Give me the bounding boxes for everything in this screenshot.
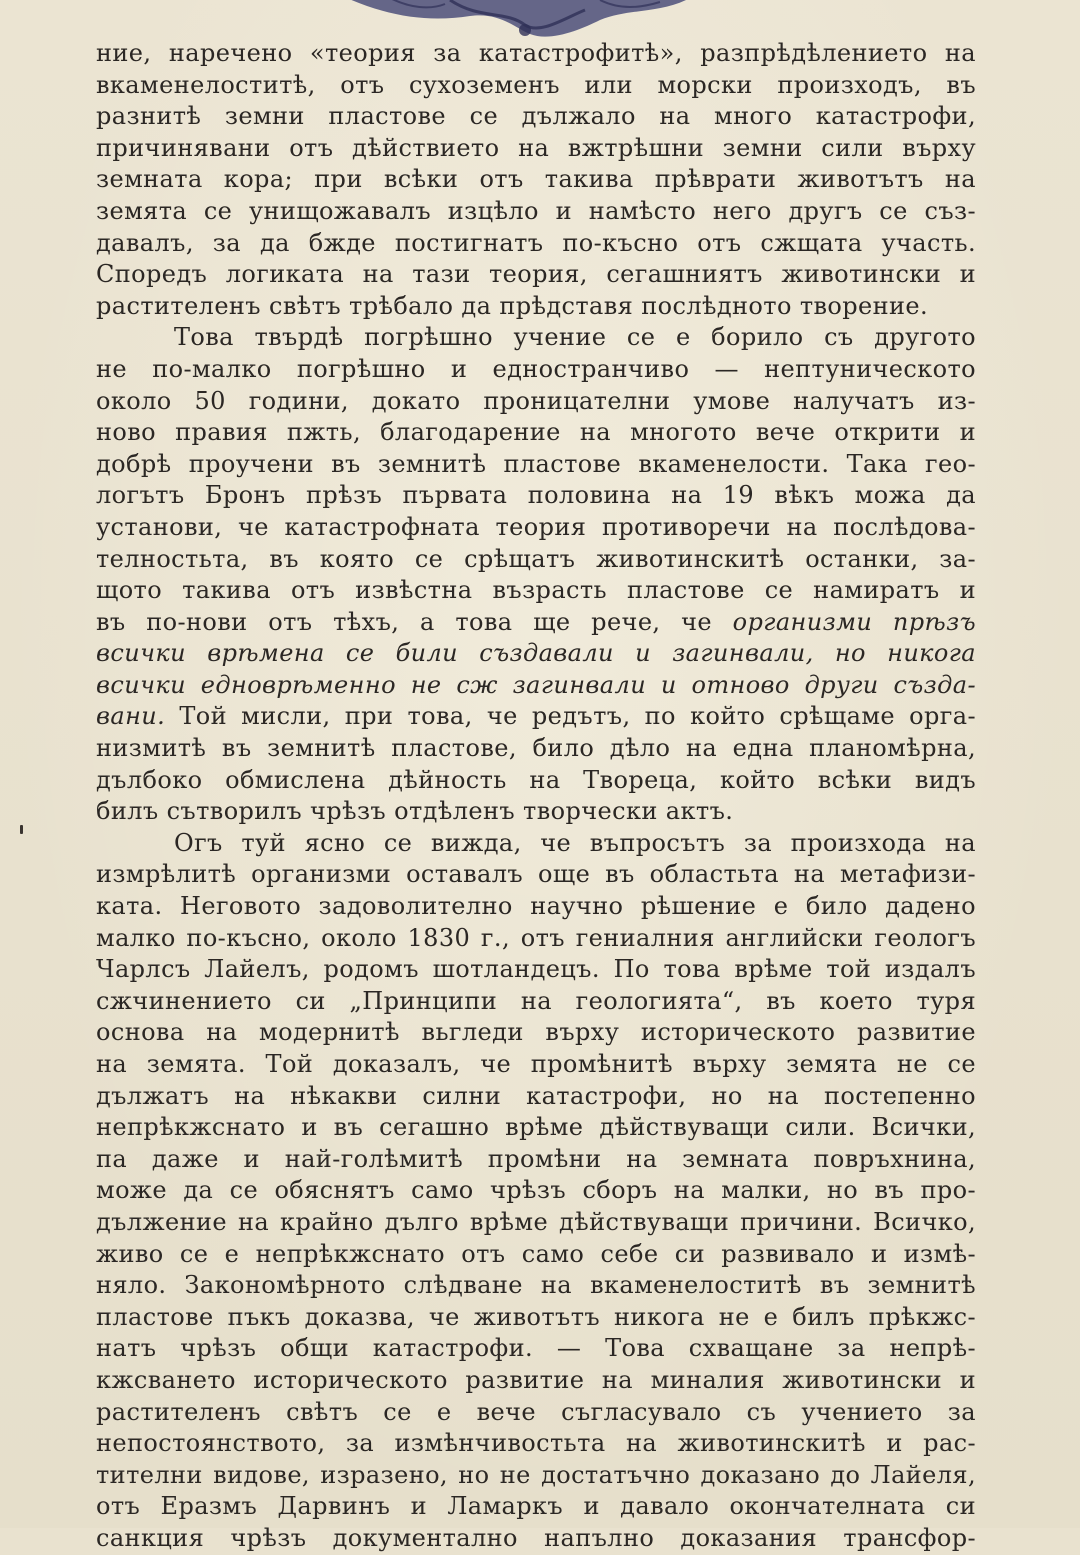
text-line: ние, наречено «теория за катастрофитѣ», разпрѣдѣлението на — [96, 39, 976, 67]
text-line: Спорeдъ логиката на тази теория, сегашниятъ животински и — [96, 260, 976, 289]
text-line: земята се унищожавалъ изцѣло и намѣсто него другъ се съз- — [96, 196, 976, 225]
text-line: санкция чрѣзъ документално напълно доказания трансфор- — [96, 1523, 976, 1552]
text-line: земната кора; при всѣки отъ такива прѣврати животътъ на — [96, 165, 976, 194]
text-line: па даже и най-голѣмитѣ промѣни на земната повръхнина, — [96, 1144, 976, 1173]
text-line: Това твърдѣ погрѣшно учение се е борило съ другото — [174, 323, 976, 352]
text-line: сжчинението си „Принципи на геологията“, въ което туря — [96, 986, 976, 1015]
text-line: на земята. Той доказалъ, че промѣнитѣ върху земята не се — [96, 1050, 976, 1078]
text-line: давалъ, за да бжде постигнатъ по-късно отъ сжщата участь. — [96, 228, 976, 257]
text-line: пластове пъкъ доказва, че животътъ никога не е билъ прѣкжс- — [96, 1302, 976, 1331]
text-line: непостоянството, за измѣнчивостьта на животинскитѣ и рас- — [96, 1429, 976, 1458]
text-line: ката. Неговото задоволително научно рѣшение е било дадено — [96, 892, 976, 921]
text-line: причинявани отъ дѣйствието на вжтрѣшни земни сили върху — [96, 133, 976, 162]
text-line: билъ сътворилъ чрѣзъ отдѣленъ творчески актъ. — [96, 797, 734, 826]
text-line: Огъ туй ясно се вижда, че въпросътъ за произхода на — [174, 828, 976, 857]
body-text — [96, 38, 976, 1555]
line-italic-part: вани. — [96, 702, 166, 731]
text-line: малко по-късно, около 1830 г., отъ гениалния английски геологъ — [96, 923, 976, 952]
text-line: непрѣкжснато и въ сегашно врѣме дѣйствуващи сили. Всички, — [96, 1113, 976, 1142]
text-line — [96, 607, 976, 639]
text-line: около 50 години, докато проницателни умове налучатъ из- — [96, 386, 976, 415]
text-line — [96, 701, 976, 733]
text-line: вкаменелоститѣ, отъ сухоземенъ или морски произходъ, въ — [96, 70, 976, 99]
line-plain-part: Той мисли, при това, че редътъ, по който срѣщаме орга- — [165, 702, 976, 731]
text-line: всички врѣмена се били създавали и загинвали, но никога — [96, 639, 976, 668]
text-line: натъ чрѣзъ общи катастрофи. — Това схващане за непрѣ- — [96, 1334, 976, 1363]
text-line: тителни видове, изразено, но не достатъчно доказано до Лайеля, — [96, 1460, 976, 1489]
text-line: телностьта, въ която се срѣщатъ животинскитѣ останки, за- — [96, 544, 976, 573]
text-line: щото такива отъ извѣстна възрасть пластове се намиратъ и — [96, 576, 976, 605]
text-line: няло. Закономѣрното слѣдване на вкаменелоститѣ въ земнитѣ — [96, 1271, 976, 1300]
text-line: ново правия пжть, благодарение на многото вече открити и — [96, 418, 976, 447]
text-line: растителенъ свѣтъ трѣбало да прѣдставя послѣдното творение. — [96, 291, 929, 320]
text-line: низмитѣ въ земнитѣ пластове, било дѣло на една планомѣрна, — [96, 734, 976, 763]
text-line: дължение на крайно дълго врѣме дѣйствуващи причини. Всичко, — [96, 1207, 976, 1236]
text-line: добрѣ проучени въ земнитѣ пластове вкаменелости. Така гео- — [96, 449, 976, 478]
line-plain-part: въ по-нови отъ тѣхъ, а това ще рече, че — [96, 607, 733, 636]
text-line: Чарлсъ Лайелъ, родомъ шотландецъ. По това врѣме той издалъ — [96, 955, 976, 984]
text-line: разнитѣ земни пластове се дължало на много катастрофи, — [96, 102, 976, 131]
text-line: логътъ Бронъ прѣзъ първата половина на 19 вѣкъ можа да — [96, 481, 976, 510]
text-line: живо се е непрѣкжснато отъ само себе си развивало и измѣ- — [96, 1239, 976, 1268]
text-line: дълбоко обмислена дѣйность на Твореца, който всѣки видъ — [96, 765, 976, 794]
text-line: не по-малко погрѣшно и едностранчиво — нептуническото — [96, 354, 976, 383]
text-line: измрѣлитѣ организми оставалъ още въ областьта на метафизи- — [96, 860, 976, 889]
text-line: кжсването историческото развитие на миналия животински и — [96, 1365, 976, 1394]
text-line: всички едноврѣменно не сж загинвали и отново други създа- — [96, 670, 976, 699]
text-line: може да се обяснятъ само чрѣзъ сборъ на малки, но въ про- — [96, 1176, 976, 1205]
line-italic-part: организми прѣзъ — [732, 607, 976, 636]
text-line: растителенъ свѣтъ се е вече съгласувало съ учението за — [96, 1397, 976, 1426]
margin-ink-mark — [20, 825, 23, 834]
text-line: дължатъ на нѣкакви силни катастрофи, но на постепенно — [96, 1081, 976, 1110]
text-line: основа на модернитѣ вьгледи върху историческото развитие — [96, 1018, 976, 1047]
text-line: установи, че катастрофната теория противоречи на послѣдова- — [96, 512, 976, 541]
text-line: отъ Еразмъ Дарвинъ и Ламаркъ и давало окончателната си — [96, 1492, 976, 1521]
